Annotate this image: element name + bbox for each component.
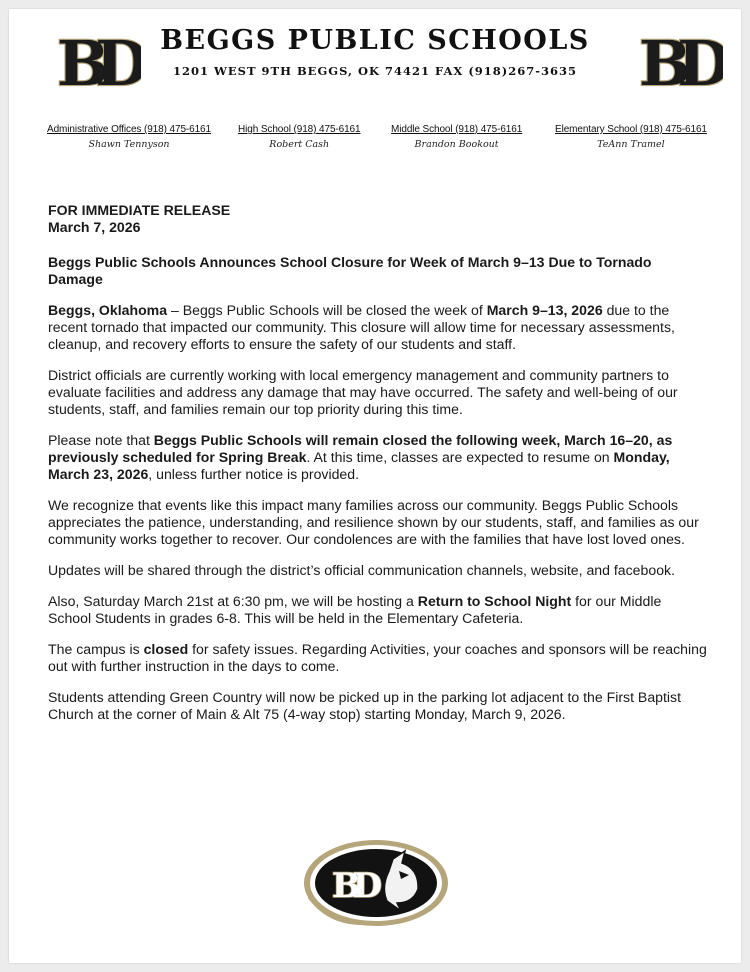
paragraph xyxy=(48,562,708,579)
text: Students attending Green Country will now be picked up in the parking lot adjacent to the First Baptist Church at the corner of Main & Alt 75 (4-way stop) starting Monday, March 9, 2026. xyxy=(48,689,682,722)
press-release-body xyxy=(48,202,708,723)
text: Updates will be shared through the district’s official communication channels, website, and facebook. xyxy=(48,562,675,578)
office-phone: High School (918) 475-6161 xyxy=(238,124,361,135)
paragraph xyxy=(48,432,708,483)
text-bold: Beggs, Oklahoma xyxy=(48,302,168,318)
text-bold: March 9–13, 2026 xyxy=(486,302,603,318)
text: Also, Saturday March 21st at 6:30 pm, we will be hosting a xyxy=(48,593,418,609)
office-contact-person: Robert Cash xyxy=(269,139,330,150)
paragraph xyxy=(48,593,708,627)
contact-admin xyxy=(47,124,211,150)
text-bold: Return to School Night xyxy=(417,593,572,609)
text: Please note that xyxy=(48,432,154,448)
bd-logo-right xyxy=(633,27,723,97)
text: due to the recent tornado that impacted our community. This closure will allow time for necessary assessments, cleanup, and recovery efforts to ensure the safety of our students and staff. xyxy=(48,302,675,352)
contact-row xyxy=(9,124,741,164)
svg-text:BD: BD xyxy=(331,866,375,906)
text: . At this time, classes are expected to resume on xyxy=(306,449,614,465)
contact-high-school xyxy=(238,124,360,150)
paragraph xyxy=(48,689,708,723)
mascot-oval-logo xyxy=(301,837,451,929)
release-date: March 7, 2026 xyxy=(48,219,141,235)
office-contact-person: Shawn Tennyson xyxy=(88,139,170,150)
text: for our Middle School Students in grades 6-8. This will be held in the Elementary Cafeteria. xyxy=(48,593,662,626)
release-label: FOR IMMEDIATE RELEASE xyxy=(48,202,231,218)
paragraph xyxy=(48,497,708,548)
office-phone: Middle School (918) 475-6161 xyxy=(391,124,523,135)
office-phone: Administrative Offices (918) 475-6161 xyxy=(47,124,211,135)
document-page xyxy=(9,9,741,963)
text: The campus is xyxy=(48,641,144,657)
paragraph xyxy=(48,302,708,353)
office-contact-person: Brandon Bookout xyxy=(414,139,499,150)
office-contact-person: TeAnn Tramel xyxy=(597,139,665,150)
svg-text:BD: BD xyxy=(56,27,136,97)
text: We recognize that events like this impact many families across our community. Beggs Public Schools appreciates the patience, understanding, and resilience shown by our students, staff, and families as our community works together to recover. Our condolences are with the families that have lost loved ones. xyxy=(48,497,699,547)
text: – Beggs Public Schools will be closed the week of xyxy=(167,302,487,318)
paragraph xyxy=(48,641,708,675)
release-headline: Beggs Public Schools Announces School Closure for Week of March 9–13 Due to Tornado Damage xyxy=(48,254,652,287)
paragraph xyxy=(48,367,708,418)
contact-elementary xyxy=(555,124,707,150)
school-name: BEGGS PUBLIC SCHOOLS xyxy=(160,25,590,56)
text-bold: closed xyxy=(143,641,189,657)
text: , unless further notice is provided. xyxy=(148,466,360,482)
text: District officials are currently working with local emergency management and community partners to evaluate facilities and address any damage that may have occurred. The safety and well-being of our students, staff, and families remain our top priority during this time. xyxy=(48,367,678,417)
contact-middle-school xyxy=(391,124,522,150)
text-bold: Beggs Public Schools will remain closed the following week, March 16–20, as previously scheduled for Spring Break xyxy=(48,432,673,465)
text-bold: Monday, March 23, 2026 xyxy=(48,449,670,482)
school-address: 1201 WEST 9TH BEGGS, OK 74421 FAX (918)267-3635 xyxy=(172,64,578,78)
svg-text:BD: BD xyxy=(638,27,718,97)
text: for safety issues. Regarding Activities, your coaches and sponsors will be reaching out with further instruction in the days to come. xyxy=(48,641,707,674)
office-phone: Elementary School (918) 475-6161 xyxy=(555,124,707,135)
